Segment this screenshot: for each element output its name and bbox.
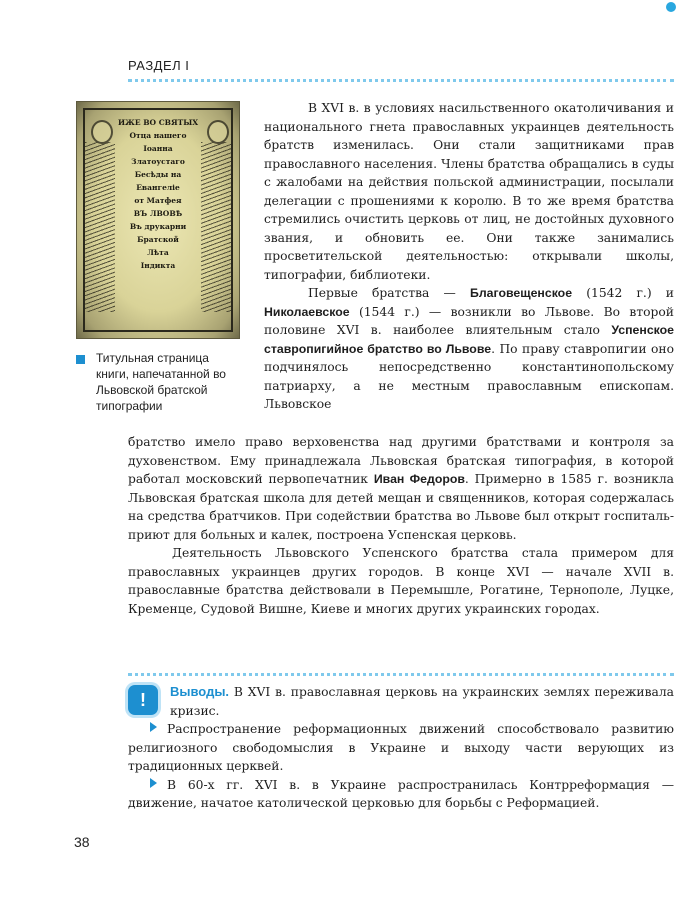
paragraph-2: Первые братства — Благовещенское (1542 г.) и Николаевское (1544 г.) — возникли во Львове. Во второй половине XVI в. наиболее влиятельным стало Успенское ставропигийное братство во Львове. По праву ставропигии оно подчинялось непосредственно константинопольскому патриарху, а не местным православным епископам. Львовское bbox=[264, 286, 674, 411]
term-blagoveshchenskoe: Благовещенское bbox=[470, 286, 573, 300]
saint-figure-right bbox=[201, 142, 231, 312]
body-text-full bbox=[128, 433, 674, 618]
bullet-arrow-icon bbox=[150, 778, 157, 788]
term-nikolaevskoe: Николаевское bbox=[264, 304, 350, 319]
conclusion-intro: Выводы. В XVI в. православная церковь на украинских землях переживала кризис. bbox=[170, 684, 674, 718]
caption-text: Титульная страница книги, напечатанной во Львовской братской типографии bbox=[96, 351, 226, 413]
figure-caption bbox=[80, 350, 240, 414]
illustration-title-lines: ИЖЕ ВО СВЯТЫХ Отца нашего Іоанна Златоустаго Бесѣды на Евангеліе от Матфея ВЪ ЛВОВѢ Въ друкарни Братской Лѣта Індикта bbox=[117, 118, 199, 270]
bullet-arrow-icon bbox=[150, 722, 157, 732]
conclusions-block bbox=[128, 683, 674, 813]
saint-figure-left bbox=[85, 142, 115, 312]
term-uspenskoe: Успенское ставропигийное братство во Львове bbox=[264, 323, 674, 356]
caption-marker-icon bbox=[76, 355, 85, 364]
body-text-column bbox=[264, 99, 674, 414]
conclusion-bullet-1: Распространение реформационных движений способствовало развитию религиозного свободомыслия в Украине и выходу части верующих из традиционных церквей. bbox=[128, 722, 674, 773]
exclamation-icon: ! bbox=[128, 685, 158, 715]
conclusion-bullet-2: В 60-х гг. XVI в. в Украине распространилась Контрреформация — движение, начатое католической церковью для борьбы с Реформацией. bbox=[128, 777, 674, 810]
paragraph-3: братство имело право верховенства над другими братствами и контроля за духовенством. Ему принадлежала Львовская братская типография, в которой работал московский первопечатник Иван Федоров. Примерно в 1585 г. возникла Львовская братская школа для детей мещан и священников, которая содержалась на средства братчиков. При содействии братства во Львове был открыт госпиталь-приют для больных и калек, построена Успенская церковь. bbox=[128, 435, 674, 542]
term-ivan-fedorov: Иван Федоров bbox=[373, 472, 465, 486]
publisher-logo-icon bbox=[666, 2, 676, 12]
top-divider bbox=[128, 79, 674, 82]
page-number: 38 bbox=[74, 834, 90, 850]
summary-divider bbox=[128, 673, 674, 676]
title-page-illustration bbox=[76, 101, 240, 339]
conclusions-heading: Выводы. bbox=[170, 684, 230, 699]
paragraph-4: Деятельность Львовского Успенского братства стала примером для православных украинцев других городов. В конце XVI — начале XVII в. православные братства действовали в Перемышле, Рогатине, Тернополе, Луцке, Кременце, Судовой Вишне, Киеве и многих других украинских городах. bbox=[128, 546, 674, 616]
paragraph-1: В XVI в. в условиях насильственного окатоличивания и национального гнета православных украинцев деятельность братств изменилась. Они стали защитниками прав православного населения. Члены братства обращались в суды с жалобами на действия польской администрации, посылали делегации с прошениями к королю. В то же время братства стремились очистить церковь от лиц, не достойных духовного звания, и обновить ее. Они также занимались просветительской деятельностью: открывали школы, типографии, библиотеки. bbox=[264, 101, 674, 282]
section-label: РАЗДЕЛ I bbox=[128, 58, 190, 73]
